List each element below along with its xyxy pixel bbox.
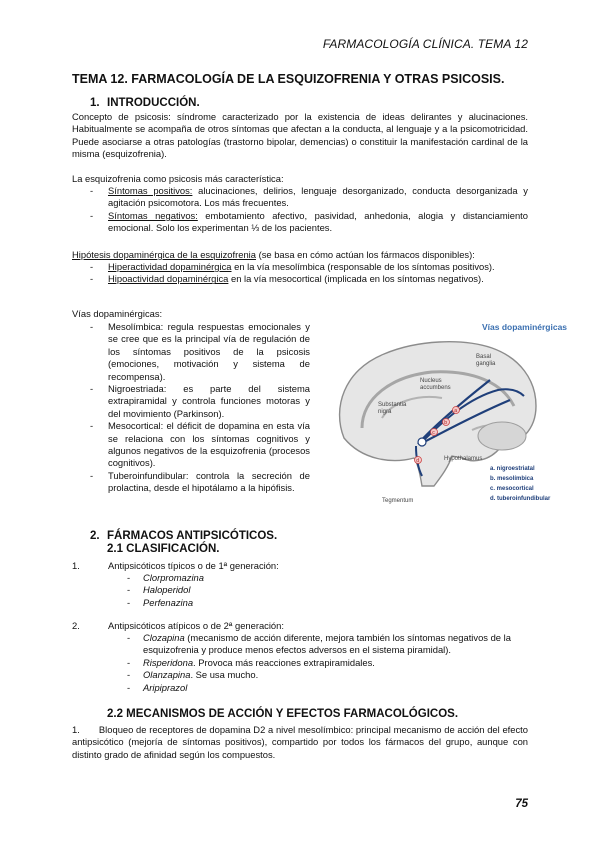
running-header: FARMACOLOGÍA CLÍNICA. TEMA 12: [322, 37, 528, 51]
section-heading-farmacos: [90, 530, 277, 542]
term: Síntomas negativos:: [108, 209, 198, 221]
bullet-dash: -: [90, 273, 94, 285]
dopamine-source-node: [418, 438, 426, 446]
item-text: en la vía mesocortical (implicada en los síntomas negativos).: [228, 273, 484, 285]
dopaminergic-pathways-figure: [322, 318, 568, 505]
pathways-list: [90, 321, 310, 495]
item-number: 1.: [72, 560, 80, 571]
item-text: Mesocortical: el déficit de dopamina en esta vía se relaciona con los síntomas cognitivos y algunos negativos de la esquizofrenia (procesos cognitivos).: [108, 420, 310, 469]
label-basal: Basal: [476, 354, 492, 360]
legend-mesocortical: c. mesocortical: [490, 486, 534, 492]
list-item: [127, 682, 527, 694]
list-item: [90, 261, 528, 273]
marker-b-label: b: [444, 420, 448, 427]
item-text: . Provoca más reacciones extrapiramidales.: [193, 656, 375, 668]
chapter-title: TEMA 12. FARMACOLOGÍA DE LA ESQUIZOFRENIA Y OTRAS PSICOSIS.: [72, 72, 505, 86]
cerebellum: [478, 422, 526, 450]
section-heading-introduccion: [90, 97, 200, 109]
label-accumbens: accumbens: [420, 385, 451, 391]
drug-name: Risperidona: [143, 656, 194, 668]
intro-paragraph: Concepto de psicosis: síndrome caracterizado por la existencia de ideas delirantes y alucinaciones. Habitualmente se acompaña de otros síntomas que afectan a la conducta, al lenguaje y a la psicomotricidad. Puede asociarse a otras patologías (trastorno bipolar, demencias) o constituir la manifestación cardinal de la misma (esquizofrenia).: [72, 111, 528, 160]
label-ganglia: ganglia: [476, 361, 496, 367]
bullet-dash: -: [90, 209, 94, 221]
list-item: [90, 273, 528, 285]
drug-name: Aripiprazol: [143, 681, 188, 693]
list-item: [127, 657, 527, 669]
label-hypothalamus: Hypothalamus: [444, 456, 483, 462]
list-item: [90, 470, 310, 495]
section-label: INTRODUCCIÓN.: [107, 97, 200, 109]
bullet-dash: -: [90, 383, 94, 395]
item-text: embotamiento afectivo, pasividad, anhedonia, alogia y distanciamiento emocional. Solo los experimentan ⅓ de los pacientes.: [108, 209, 528, 234]
hypothesis-paragraph: [72, 249, 528, 261]
subsection-heading-mecanismos: 2.2 MECANISMOS DE ACCIÓN Y EFECTOS FARMACOLÓGICOS.: [107, 708, 459, 720]
bullet-dash: -: [127, 681, 131, 693]
item-text: Tuberoinfundibular: controla la secreción de prolactina, desde el hipotálamo a la hipófisis.: [108, 469, 310, 494]
item-text: en la vía mesolímbica (responsable de los síntomas positivos).: [231, 261, 495, 272]
bullet-dash: -: [90, 185, 94, 196]
list-item: [127, 584, 527, 596]
item-number: 2.: [72, 620, 80, 631]
bullet-dash: -: [127, 596, 131, 608]
mechanism-paragraph: 1. Bloqueo de receptores de dopamina D2 a nivel mesolímbico: principal mecanismo de acción del efecto antipsicótico (mejoría de síntomas positivos), compartido por todos los fármacos del grupo, aunque con distinto grado de afinidad según los compuestos.: [72, 724, 528, 760]
term: Síntomas positivos:: [108, 185, 193, 196]
term: Hiperactividad dopaminérgica: [108, 261, 232, 272]
list-item: [90, 321, 310, 383]
bullet-dash: -: [90, 469, 94, 481]
atypical-antipsychotics-list: [127, 632, 527, 694]
term: Hipoactividad dopaminérgica: [108, 273, 229, 285]
bullet-dash: -: [90, 420, 94, 432]
legend-tuberoinfundibular: d. tuberoinfundibular: [490, 496, 551, 502]
section-number: 2.: [90, 530, 100, 542]
list-item: [127, 669, 527, 681]
symptoms-list: [90, 185, 528, 235]
drug-name: Perfenazina: [143, 596, 194, 608]
label-nucleus: Nucleus: [420, 378, 442, 384]
list-item: [90, 210, 528, 235]
brain-outline: [340, 342, 536, 486]
item-text: Nigroestriada: es parte del sistema extrapiramidal y controla funciones motoras y del movimiento (Parkinson).: [108, 383, 310, 419]
drug-name: Olanzapina: [143, 669, 191, 681]
list-item: [127, 632, 527, 657]
figure-title: Vías dopaminérgicas: [482, 322, 568, 332]
pathways-intro: Vías dopaminérgicas:: [72, 308, 163, 319]
bullet-dash: -: [90, 321, 94, 332]
item-text: Antipsicóticos típicos o de 1ª generación:: [108, 560, 279, 571]
term: Hipótesis dopaminérgica de la esquizofrenia: [72, 249, 256, 260]
section-label: FÁRMACOS ANTIPSICÓTICOS.: [107, 530, 278, 542]
bullet-dash: -: [127, 632, 131, 643]
label-tegmentum: Tegmentum: [382, 498, 414, 504]
item-text: . Se usa mucho.: [190, 669, 259, 681]
bullet-dash: -: [90, 261, 94, 272]
label-substantia: Substantia: [378, 402, 407, 408]
drug-name: Haloperidol: [143, 584, 191, 596]
bullet-dash: -: [127, 656, 131, 668]
bullet-dash: -: [127, 669, 131, 681]
legend-nigroestriatal: a. nigroestriatal: [490, 466, 535, 472]
item-text: alucinaciones, delirios, lenguaje desorganizado, conducta desorganizada y agitación psicomotora. Los más frecuentes.: [108, 185, 528, 209]
list-item: [90, 383, 310, 420]
label-nigra: nigra: [378, 409, 392, 415]
section-number: 1.: [90, 97, 100, 109]
bullet-dash: -: [127, 584, 131, 596]
marker-d-label: d: [416, 458, 420, 465]
symptoms-intro: La esquizofrenia como psicosis más característica:: [72, 173, 284, 184]
typical-antipsychotics-list: [127, 572, 527, 609]
bullet-dash: -: [127, 572, 131, 583]
hypothesis-list: [90, 261, 528, 286]
subsection-heading-clasificacion: 2.1 CLASIFICACIÓN.: [107, 543, 220, 555]
drug-name: Clozapina: [143, 632, 185, 643]
classification-item-1: [72, 560, 279, 571]
list-item: [127, 572, 527, 584]
list-item: [127, 597, 527, 609]
legend-mesolimbica: b. mesolímbica: [490, 476, 534, 482]
classification-item-2: [72, 620, 284, 631]
list-item: [90, 420, 310, 470]
item-text: Mesolímbica: regula respuestas emocionales y se cree que es la principal vía de regulación de los síntomas positivos de la psicosis (emociones, motivación y sistema de recompensa).: [108, 321, 310, 382]
drug-name: Clorpromazina: [143, 572, 204, 583]
item-text: (se basa en cómo actúan los fármacos disponibles):: [255, 249, 475, 260]
list-item: [90, 185, 528, 210]
item-text: (mecanismo de acción diferente, mejora también los síntomas negativos de la esquizofrenia y produce menos efectos adversos en el sistema piramidal).: [143, 632, 511, 656]
marker-c-label: c: [432, 430, 435, 437]
item-text: Antipsicóticos atípicos o de 2ª generación:: [108, 620, 284, 631]
page-number: 75: [515, 798, 528, 810]
marker-a-label: a: [454, 408, 458, 415]
